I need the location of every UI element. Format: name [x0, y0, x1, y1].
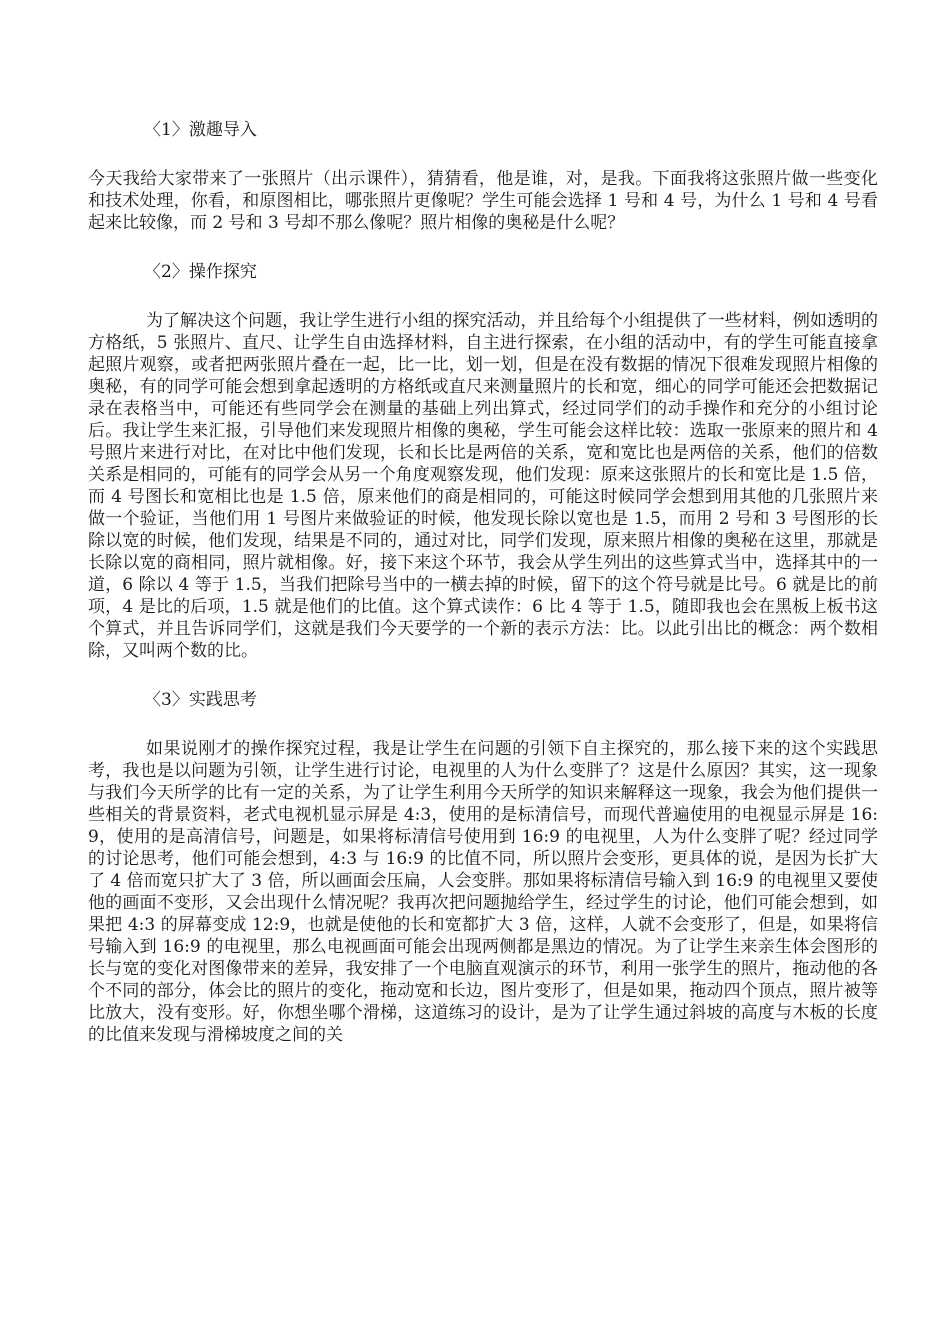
section-paragraph-1: 今天我给大家带来了一张照片（出示课件），猜猜看，他是谁，对，是我。下面我将这张照片做一些变化和技术处理，你看，和原图相比，哪张照片更像呢？学生可能会选择 1 号和 4 号，为什么 1 号和 4 号看起来比较像，而 2 号和 3 号却不那么像呢？照片相像的奥秘是什么呢？	[88, 169, 878, 233]
document-page	[88, 118, 878, 1072]
section-paragraph-2: 为了解决这个问题，我让学生进行小组的探究活动，并且给每个小组提供了一些材料，例如透明的方格纸，5 张照片、直尺、让学生自由选择材料，自主进行探索，在小组的活动中，有的学生可能直接拿起照片观察，或者把两张照片叠在一起，比一比，划一划，但是在没有数据的情况下很难发现照片相像的奥秘，有的同学可能会想到拿起透明的方格纸或直尺来测量照片的长和宽，细心的同学可能还会把数据记录在表格当中，可能还有些同学会在测量的基础上列出算式，经过同学们的动手操作和充分的小组讨论后。我让学生来汇报，引导他们来发现照片相像的奥秘，学生可能会这样比较：选取一张原来的照片和 4 号照片来进行对比，在对比中他们发现，长和长比是两倍的关系，宽和宽比也是两倍的关系，他们的倍数关系是相同的，可能有的同学会从另一个角度观察发现，他们发现：原来这张照片的长和宽比是 1.5 倍，而 4 号图长和宽相比也是 1.5 倍，原来他们的商是相同的，可能这时候同学会想到用其他的几张照片来做一个验证，当他们用 1 号图片来做验证的时候，他发现长除以宽也是 1.5，而用 2 号和 3 号图形的长除以宽的时候，他们发现，结果是不同的，通过对比，同学们发现，原来照片相像的奥秘在这里，那就是长除以宽的商相同，照片就相像。好，接下来这个环节，我会从学生列出的这些算式当中，选择其中的一道，6 除以 4 等于 1.5，当我们把除号当中的一横去掉的时候，留下的这个符号就是比号。6 就是比的前项，4 是比的后项，1.5 就是他们的比值。这个算式读作：6 比 4 等于 1.5，随即我也会在黑板上板书这个算式，并且告诉同学们，这就是我们今天要学的一个新的表示方法：比。以此引出比的概念：两个数相除，又叫两个数的比。	[88, 311, 878, 661]
section-heading-2: 〈2〉操作探究	[144, 262, 257, 282]
section-heading-1: 〈1〉激趣导入	[144, 120, 257, 140]
section-heading-3: 〈3〉实践思考	[144, 690, 257, 710]
section-paragraph-3: 如果说刚才的操作探究过程，我是让学生在问题的引领下自主探究的，那么接下来的这个实践思考，我也是以问题为引领，让学生进行讨论，电视里的人为什么变胖了？这是什么原因？其实，这一现象与我们今天所学的比有一定的关系，为了让学生利用今天所学的知识来解释这一现象，我会为他们提供一些相关的背景资料，老式电视机显示屏是 4:3，使用的是标清信号，而现代普遍使用的电视显示屏是 16:9，使用的是高清信号，问题是，如果将标清信号使用到 16:9 的电视里，人为什么变胖了呢？经过同学的讨论思考，他们可能会想到，4:3 与 16:9 的比值不同，所以照片会变形，更具体的说，是因为长扩大了 4 倍而宽只扩大了 3 倍，所以画面会压扁，人会变胖。那如果将标清信号输入到 16:9 的电视里又要使他的画面不变形，又会出现什么情况呢？我再次把问题抛给学生，经过学生的讨论，他们可能会想到，如果把 4:3 的屏幕变成 12:9，也就是使他的长和宽都扩大 3 倍，这样，人就不会变形了，但是，如果将信号输入到 16:9 的电视里，那么电视画面可能会出现两侧都是黑边的情况。为了让学生来亲生体会图形的长与宽的变化对图像带来的差异，我安排了一个电脑直观演示的环节，利用一张学生的照片，拖动他的各个不同的部分，体会比的照片的变化，拖动宽和长边，图片变形了，但是如果，拖动四个顶点，照片被等比放大，没有变形。好，你想坐哪个滑梯，这道练习的设计，是为了让学生通过斜坡的高度与木板的长度的比值来发现与滑梯坡度之间的关	[88, 739, 878, 1045]
